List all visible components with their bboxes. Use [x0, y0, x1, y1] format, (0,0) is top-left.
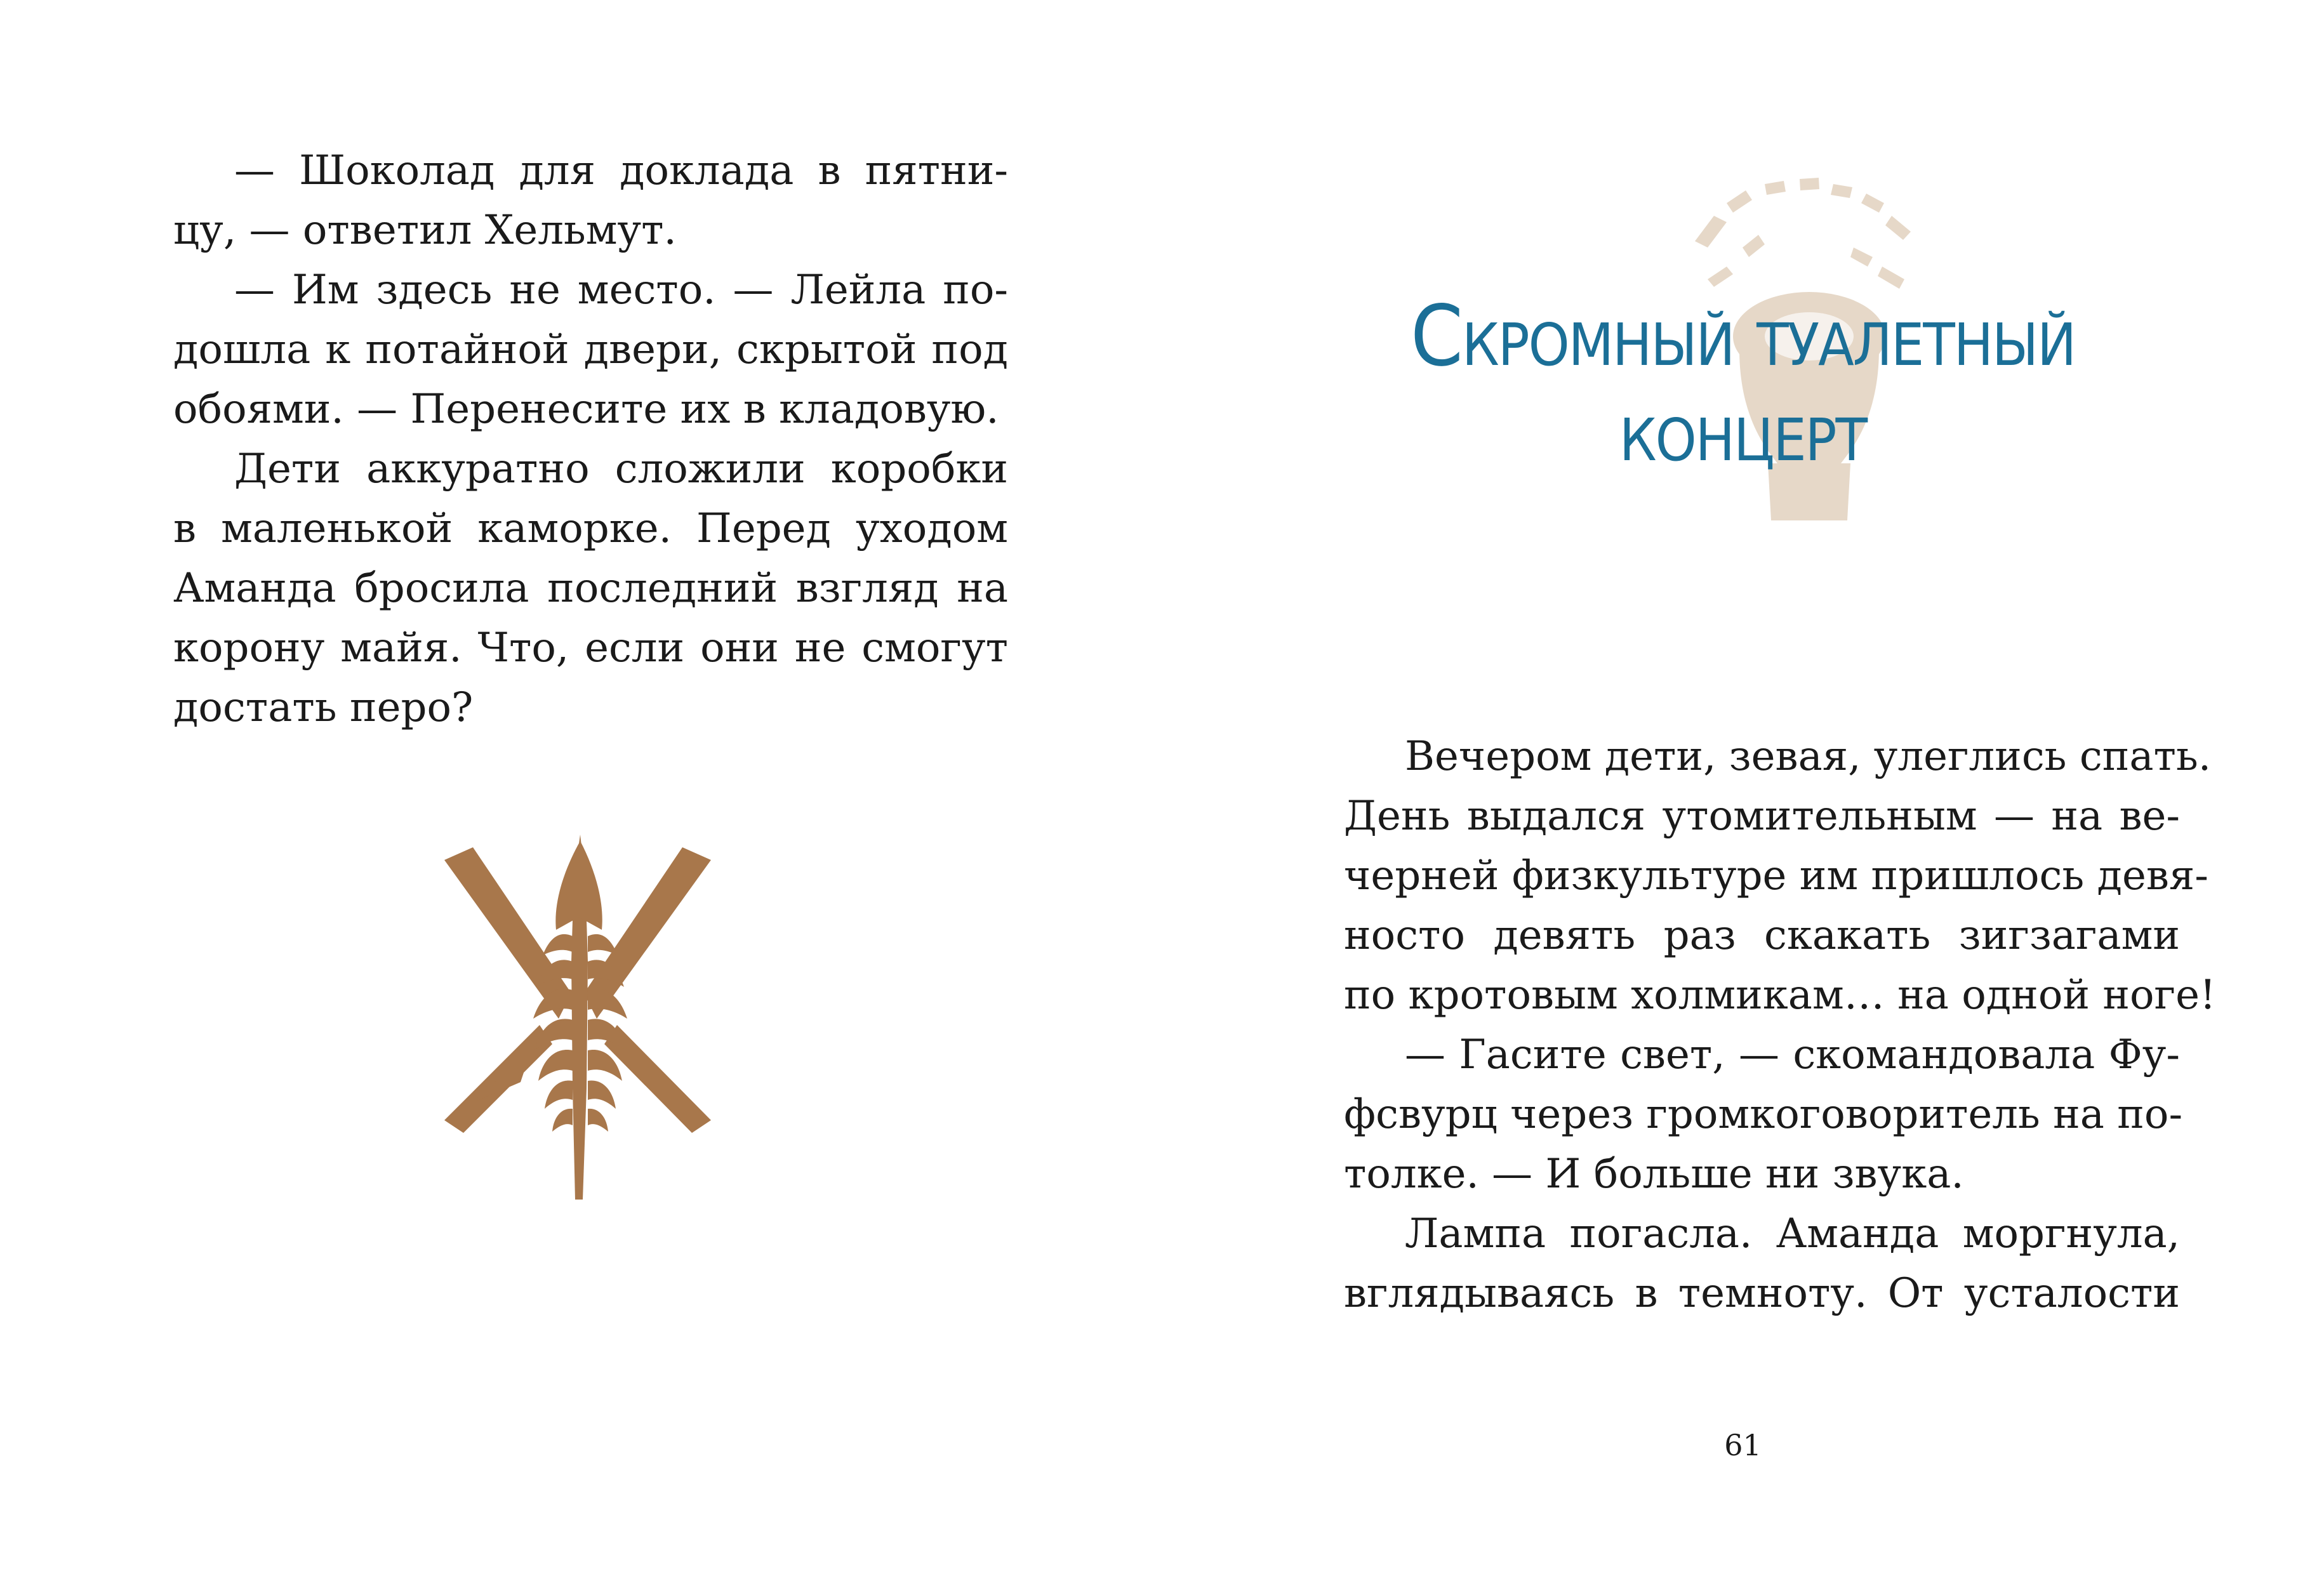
text-line: носто девять раз скакать зигзагами: [1344, 912, 2180, 959]
text-line: по кротовым холмикам… на одной ноге!: [1344, 972, 2216, 1019]
chapter-title-line: концерт: [1619, 383, 1867, 480]
text-line: дошла к потайной двери, скрытой под: [173, 326, 1008, 373]
text-line: корону майя. Что, если они не смогут: [173, 625, 1008, 671]
right-page: [1162, 0, 2324, 1574]
text-line: вглядываясь в темноту. От усталости: [1344, 1270, 2180, 1317]
text-line: цу, — ответил Хельмут.: [173, 207, 677, 254]
text-line: — Им здесь не место. — Лейла по-: [234, 267, 1008, 314]
chapter-title-line: Скромный туалетный: [1411, 288, 2075, 385]
text-line: — Гасите свет, — скомандовала Фу-: [1405, 1031, 2180, 1078]
text-line: черней физкультуре им пришлось девя-: [1344, 852, 2208, 899]
text-line: День выдался утомительным — на ве-: [1344, 793, 2180, 840]
chapter-title: [1162, 289, 2324, 479]
text-line: достать перо?: [173, 684, 474, 731]
text-line: фсвурц через громкоговоритель на по-: [1344, 1091, 2183, 1138]
right-page-text: [1344, 727, 2216, 1323]
text-line: толке. — И больше ни звука.: [1344, 1151, 1964, 1198]
text-line: Вечером дети, зевая, улеглись спать.: [1405, 733, 2212, 780]
text-line: Лампа погасла. Аманда моргнула,: [1405, 1210, 2180, 1257]
page-number: 61: [1724, 1428, 1762, 1462]
left-page-text: [173, 141, 1008, 737]
text-line: обоями. — Перенесите их в кладовую.: [173, 386, 999, 433]
text-line: — Шоколад для доклада в пятни-: [234, 147, 1008, 194]
text-line: в маленькой каморке. Перед уходом: [173, 505, 1008, 552]
feather-ornament-icon: [438, 835, 717, 1203]
text-line: Аманда бросила последний взгляд на: [173, 565, 1008, 612]
text-line: Дети аккуратно сложили коробки: [234, 446, 1008, 493]
